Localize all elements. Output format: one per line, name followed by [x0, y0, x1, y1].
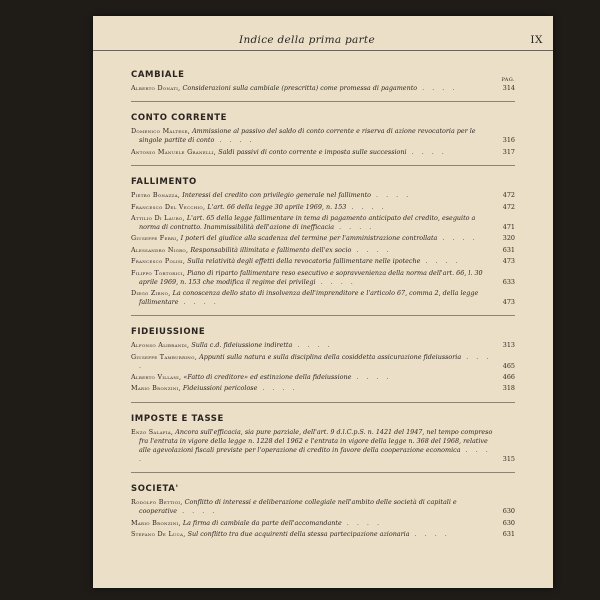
entry-page: 318	[502, 384, 515, 393]
dot-leader: . . . .	[177, 507, 218, 516]
entry-author: Alfonso Alibrandi,	[131, 341, 190, 350]
entry-title: Considerazioni sulla cambiale (prescritta) come promessa di pagamento	[182, 84, 418, 92]
section-header	[131, 68, 515, 84]
entry-title: La conoscenza dello stato di insolvenza dell'imprenditore e l'articolo 67, comma 2, della legge fallimentare	[139, 288, 479, 306]
dot-leader: . . . .	[437, 234, 478, 243]
entry-title: L'art. 65 della legge fallimentare in tema di pagamento anticipato del credito, eseguito a norma di contratto. Inammissibilità dell'azione di inefficacia	[139, 213, 476, 231]
dot-leader: . . . .	[139, 445, 491, 463]
dot-leader: . . . .	[371, 191, 412, 200]
entry-page: 315	[502, 454, 515, 463]
running-title: Indice della prima parte	[239, 34, 375, 46]
entry-author: Francesco Del Vecchio,	[131, 202, 206, 211]
entry-title: Conflitto di interessi e deliberazione collegiale nell'ambito delle società di capitali e cooperative	[139, 498, 457, 516]
entry-author: Alessandro Nigro,	[131, 245, 189, 254]
entry-page: 472	[502, 191, 515, 200]
dot-leader: . . . .	[351, 373, 392, 382]
dot-leader: . . . .	[292, 341, 333, 350]
book-page	[93, 16, 553, 588]
index-entry	[131, 519, 515, 528]
dot-leader: . . . .	[409, 530, 450, 539]
index-entry	[131, 289, 515, 307]
section-title: FIDEIUSSIONE	[131, 327, 206, 338]
dot-leader: . . . .	[417, 84, 458, 92]
entry-title: Fideiussioni pericolose	[182, 384, 258, 393]
entry-author: Giuseppe Ferri,	[131, 234, 179, 243]
entry-page: 465	[502, 361, 515, 370]
dot-leader: . . . .	[334, 222, 375, 231]
entry-author: Giuseppe Tamburrino,	[131, 352, 198, 361]
entry-author: Mario Bronzini,	[131, 384, 181, 393]
entry-page: 471	[502, 222, 515, 231]
entry-title: Ammissione al passivo del saldo di conto corrente e riserva di azione revocatoria per le singole partite di conto	[139, 127, 476, 145]
index-entry	[131, 148, 515, 157]
entry-page: 630	[502, 518, 515, 527]
index-section	[131, 68, 515, 102]
index-section	[131, 482, 515, 547]
entry-page: 473	[502, 297, 515, 306]
section-header	[131, 325, 515, 341]
entry-author: Francesco Polisi,	[131, 257, 186, 266]
entry-title: Responsabilità illimitata e fallimento dell'ex socio	[190, 245, 352, 254]
section-title: CAMBIALE	[131, 70, 185, 80]
index-entry	[131, 191, 515, 200]
entry-author: Stefano De Luca,	[131, 530, 186, 539]
entry-title: La firma di cambiale da parte dell'accomandante	[182, 518, 342, 527]
section-header	[131, 111, 515, 127]
running-header	[93, 32, 553, 51]
index-entry	[131, 269, 515, 287]
entry-page: 631	[502, 245, 515, 254]
entry-author: Pietro Bonazza,	[131, 191, 181, 200]
page-number: IX	[530, 34, 543, 46]
index-entry	[131, 353, 515, 371]
index-entry	[131, 530, 515, 539]
entry-page: 314	[502, 84, 515, 92]
index-entry	[131, 428, 515, 464]
section-title: CONTO CORRENTE	[131, 113, 228, 124]
entry-page: 472	[502, 202, 515, 211]
index-sections	[131, 68, 515, 556]
entry-title: Interessi del credito con privilegio generale nel fallimento	[182, 191, 371, 200]
entry-page: 630	[502, 507, 515, 516]
dot-leader: . . . .	[214, 136, 255, 145]
index-section	[131, 175, 515, 316]
index-entry	[131, 246, 515, 255]
entry-author: Diego Zirno,	[131, 288, 171, 297]
section-title: IMPOSTE E TASSE	[131, 413, 224, 424]
entry-page: 473	[502, 257, 515, 266]
entry-author: Attilio Di Lauro,	[131, 213, 185, 222]
entry-title: Saldi passivi di conto corrente e imposta sulle successioni	[218, 147, 407, 156]
entry-title: Sulla relatività degli effetti della revocatoria fallimentare nelle ipoteche	[187, 257, 421, 266]
section-title: SOCIETA'	[131, 484, 179, 495]
dot-leader: . . . .	[178, 297, 219, 306]
index-entry	[131, 84, 515, 93]
dot-leader: . . . .	[420, 257, 461, 266]
entry-page: 320	[502, 234, 515, 243]
entry-page: 316	[502, 136, 515, 145]
index-entry	[131, 127, 515, 145]
entry-author: Mario Bronzini,	[131, 518, 181, 527]
entry-author: Filippo Tortorici,	[131, 268, 186, 277]
dot-leader: . . . .	[406, 147, 447, 156]
index-entry	[131, 234, 515, 243]
entry-title: Appunti sulla natura e sulla disciplina della cosiddetta assicurazione fideiussoria	[199, 352, 462, 361]
index-section	[131, 412, 515, 473]
entry-page: 466	[502, 373, 515, 382]
entry-author: Domenico Maltese,	[131, 127, 191, 136]
entry-page: 313	[502, 341, 515, 350]
index-entry	[131, 257, 515, 266]
entry-title: I poteri del giudice alla scadenza del termine per l'amministrazione controllata	[180, 234, 438, 243]
entry-author: Enzo Salafia,	[131, 427, 174, 436]
index-section	[131, 111, 515, 166]
dot-leader: . . . .	[351, 245, 392, 254]
entry-author: Antonio Manuele Granelli,	[131, 147, 217, 156]
dot-leader: . . . .	[139, 352, 492, 370]
dot-leader: . . . .	[346, 202, 387, 211]
entry-page: 631	[502, 530, 515, 539]
dot-leader: . . . .	[341, 518, 382, 527]
index-entry	[131, 498, 515, 516]
entry-title: Sulla c.d. fideiussione indiretta	[191, 341, 293, 350]
index-entry	[131, 214, 515, 232]
dot-leader: . . . .	[257, 384, 298, 393]
dot-leader: . . . .	[315, 277, 356, 286]
section-header	[131, 482, 515, 498]
entry-page: 633	[502, 277, 515, 286]
entry-title: Ancora sull'efficacia, sia pure parziale, dell'art. 9 d.l.C.p.S. n. 1421 del 1947, nel tempo compreso fra l'entrata in vigore della legge n. 1228 del 1962 e l'entrata in vigore della legge n. 368 del 1968, relative alle agevolazioni fiscali previste per l'operazione di credito in favore della cooperazione economica	[139, 427, 493, 454]
index-entry	[131, 203, 515, 212]
entry-author: Alberto Villani,	[131, 373, 182, 382]
index-section	[131, 325, 515, 403]
entry-author: Alberto Donati,	[131, 84, 181, 92]
index-entry	[131, 341, 515, 350]
section-header	[131, 175, 515, 191]
entry-author: Rodolfo Bettioi,	[131, 498, 183, 507]
index-entry	[131, 384, 515, 393]
index-entry	[131, 373, 515, 382]
entry-page: 317	[502, 147, 515, 156]
page-column-label: PAG.	[501, 77, 515, 83]
section-title: FALLIMENTO	[131, 177, 197, 188]
entry-title: Piano di riparto fallimentare reso esecutivo e sopravvenienza della norma dell'art. 66, l. 30 aprile 1969, n. 153 che modifica il regime dei privilegi	[139, 268, 483, 286]
entry-title: Sul conflitto tra due acquirenti della stessa partecipazione azionaria	[187, 530, 410, 539]
entry-title: L'art. 66 della legge 30 aprile 1969, n. 153	[207, 202, 347, 211]
entry-title: «Fatto di creditore» ed estinzione della fideiussione	[183, 373, 352, 382]
section-header	[131, 412, 515, 428]
